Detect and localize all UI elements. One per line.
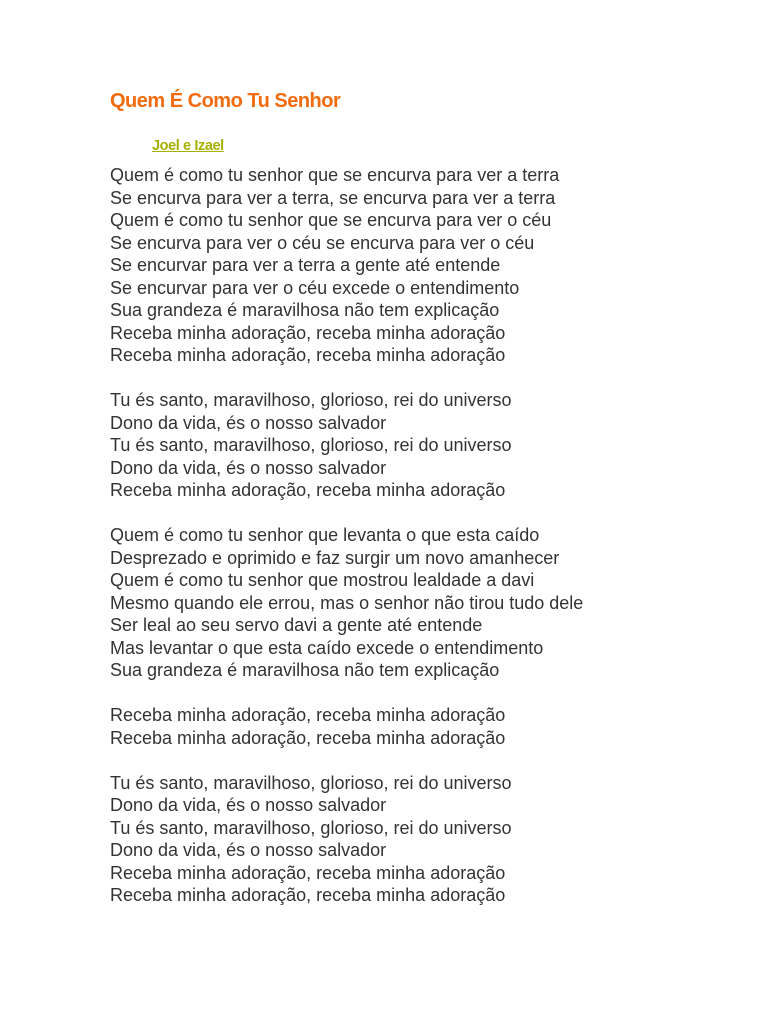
lyric-line: Receba minha adoração, receba minha adoração [110,345,506,365]
lyric-line: Mas levantar o que esta caído excede o entendimento [110,637,544,658]
document-page [110,88,730,907]
lyric-line: Tu és santo, maravilhoso, glorioso, rei do universo [110,772,512,793]
lyric-line: Sua grandeza é maravilhosa não tem explicação [110,300,500,320]
lyric-line: Quem é como tu senhor que mostrou lealdade a davi [110,570,535,590]
lyric-line: Se encurvar para ver a terra a gente até entende [110,255,501,275]
artist-link[interactable]: Joel e Izael [152,138,224,154]
lyric-line: Receba minha adoração, receba minha adoração [110,862,506,883]
song-title: Quem É Como Tu Senhor [110,90,341,112]
lyric-line: Desprezado e oprimido e faz surgir um novo amanhecer [110,547,560,568]
lyrics-stanza [110,524,730,682]
lyric-line: Receba minha adoração, receba minha adoração [110,322,506,343]
lyric-line: Ser leal ao seu servo davi a gente até entende [110,615,483,635]
lyrics-stanza [110,772,730,907]
lyric-line: Dono da vida, és o nosso salvador [110,840,387,860]
lyric-line: Tu és santo, maravilhoso, glorioso, rei do universo [110,390,512,410]
lyrics-body [110,164,730,907]
lyric-line: Receba minha adoração, receba minha adoração [110,705,506,725]
lyric-line: Receba minha adoração, receba minha adoração [110,480,506,500]
lyric-line: Receba minha adoração, receba minha adoração [110,885,506,905]
lyric-line: Mesmo quando ele errou, mas o senhor não tirou tudo dele [110,592,584,613]
lyric-line: Se encurva para ver o céu se encurva para ver o céu [110,232,535,253]
lyric-line: Sua grandeza é maravilhosa não tem explicação [110,660,500,680]
lyric-line: Se encurvar para ver o céu excede o entendimento [110,277,520,298]
lyric-line: Tu és santo, maravilhoso, glorioso, rei do universo [110,817,512,838]
lyrics-stanza [110,704,730,749]
lyric-line: Receba minha adoração, receba minha adoração [110,727,506,748]
lyric-line: Tu és santo, maravilhoso, glorioso, rei do universo [110,435,512,455]
lyric-line: Dono da vida, és o nosso salvador [110,412,387,433]
lyrics-stanza [110,164,730,367]
lyric-line: Quem é como tu senhor que se encurva para ver o céu [110,210,552,230]
lyric-line: Se encurva para ver a terra, se encurva para ver a terra [110,187,556,208]
lyric-line: Dono da vida, és o nosso salvador [110,795,387,815]
lyric-line: Quem é como tu senhor que se encurva para ver a terra [110,165,560,185]
lyric-line: Quem é como tu senhor que levanta o que esta caído [110,525,540,545]
lyrics-stanza [110,389,730,502]
lyric-line: Dono da vida, és o nosso salvador [110,457,387,478]
